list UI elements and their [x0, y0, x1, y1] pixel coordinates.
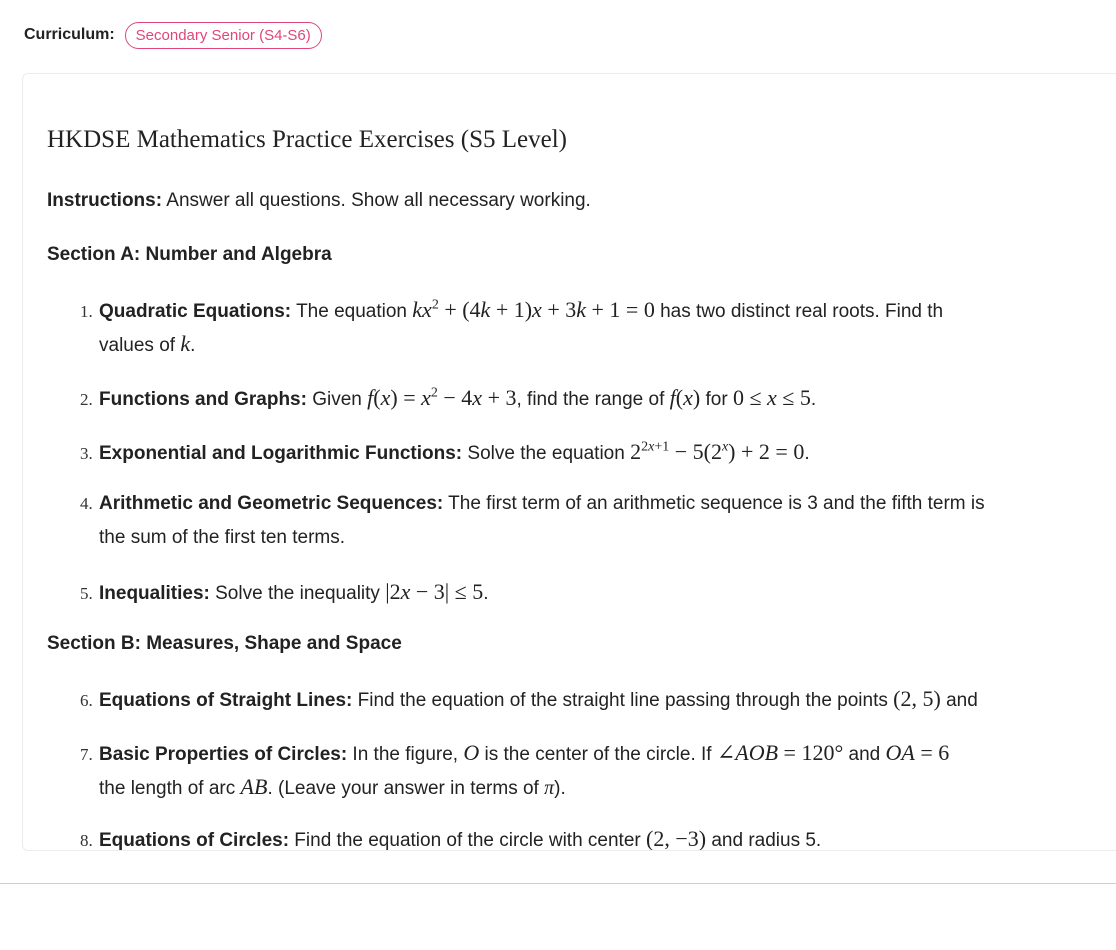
question-number: 5.	[80, 584, 93, 603]
question-topic: Equations of Circles:	[99, 830, 290, 851]
math-expression: |2x − 3| ≤ 5	[385, 579, 484, 604]
question-5	[80, 579, 489, 605]
question-3	[80, 439, 810, 465]
question-7-line-2	[99, 774, 566, 800]
question-number: 1.	[80, 302, 93, 321]
question-text: for	[700, 389, 733, 410]
math-expression: $2^{2x+1} - 5(2^x) + 2 = 0$	[630, 439, 805, 464]
question-2	[80, 385, 816, 411]
math-expression: OA = 6	[885, 740, 950, 765]
question-text: and	[940, 690, 978, 711]
question-number: 2.	[80, 390, 93, 409]
question-number: 7.	[80, 745, 93, 764]
worksheet-title: HKDSE Mathematics Practice Exercises (S5 Level)	[47, 126, 567, 153]
question-topic: Exponential and Logarithmic Functions:	[99, 443, 463, 464]
question-text: , find the range of	[516, 389, 670, 410]
question-4	[80, 493, 985, 515]
question-text: Given	[306, 389, 368, 410]
question-text: .	[804, 443, 810, 464]
math-expression: O	[463, 740, 480, 765]
bottom-divider	[0, 883, 1116, 884]
question-text: and	[843, 744, 886, 765]
question-text: . (Leave your answer in terms of	[267, 778, 545, 799]
question-6	[80, 686, 978, 712]
question-text: Solve the inequality	[209, 583, 386, 604]
math-expression: (2, −3)	[646, 826, 707, 851]
question-number: 3.	[80, 444, 93, 463]
question-text: Find the equation of the straight line passing through the points	[352, 690, 894, 711]
question-text: values of	[99, 335, 181, 356]
math-expression: k	[180, 331, 191, 356]
instructions	[47, 190, 591, 212]
math-expression: $f(x) = x^2 - 4x + 3$	[367, 385, 517, 410]
question-text: and radius 5.	[706, 830, 822, 851]
question-text: In the figure,	[347, 744, 464, 765]
instructions-text: Answer all questions. Show all necessary working.	[162, 190, 591, 211]
question-8	[80, 826, 821, 851]
question-text: ).	[554, 778, 566, 799]
math-expression: AB	[240, 774, 268, 799]
worksheet-card	[22, 73, 1116, 851]
curriculum-label: Curriculum:	[24, 26, 115, 43]
math-expression: 0 ≤ x ≤ 5	[732, 385, 811, 410]
question-topic: Equations of Straight Lines:	[99, 690, 353, 711]
math-expression: π	[544, 777, 555, 799]
question-4-line-2	[99, 527, 345, 549]
question-text: .	[190, 335, 196, 356]
question-text: the sum of the first ten terms.	[99, 527, 346, 548]
question-topic: Arithmetic and Geometric Sequences:	[99, 493, 444, 514]
question-text: .	[483, 583, 489, 604]
curriculum-badge[interactable]: Secondary Senior (S4-S6)	[125, 22, 322, 49]
question-number: 4.	[80, 494, 93, 513]
question-topic: Basic Properties of Circles:	[99, 744, 348, 765]
question-text: The equation	[291, 301, 413, 322]
question-topic: Functions and Graphs:	[99, 389, 307, 410]
math-expression: $kx^2 + (4k + 1)x + 3k + 1 = 0$	[412, 297, 655, 322]
section-a-heading: Section A: Number and Algebra	[47, 244, 332, 265]
question-text: Solve the equation	[462, 443, 631, 464]
question-1	[80, 297, 943, 323]
question-text: is the center of the circle. If	[479, 744, 717, 765]
question-1-line-2	[99, 331, 195, 357]
instructions-label: Instructions:	[47, 190, 163, 211]
curriculum-row	[24, 20, 322, 50]
question-text: Find the equation of the circle with center	[289, 830, 647, 851]
question-text: has two distinct real roots. Find th	[654, 301, 944, 322]
question-topic: Inequalities:	[99, 583, 210, 604]
question-text: the length of arc	[99, 778, 241, 799]
section-b-heading: Section B: Measures, Shape and Space	[47, 633, 402, 654]
question-text: .	[810, 389, 817, 410]
question-text: The first term of an arithmetic sequence is 3 and the fifth term is	[443, 493, 985, 514]
question-7	[80, 740, 949, 766]
question-number: 6.	[80, 691, 93, 710]
question-topic: Quadratic Equations:	[99, 301, 292, 322]
math-expression: f(x)	[669, 385, 701, 410]
question-number: 8.	[80, 831, 93, 850]
math-expression: ∠AOB = 120°	[716, 740, 844, 765]
math-expression: (2, 5)	[893, 686, 941, 711]
